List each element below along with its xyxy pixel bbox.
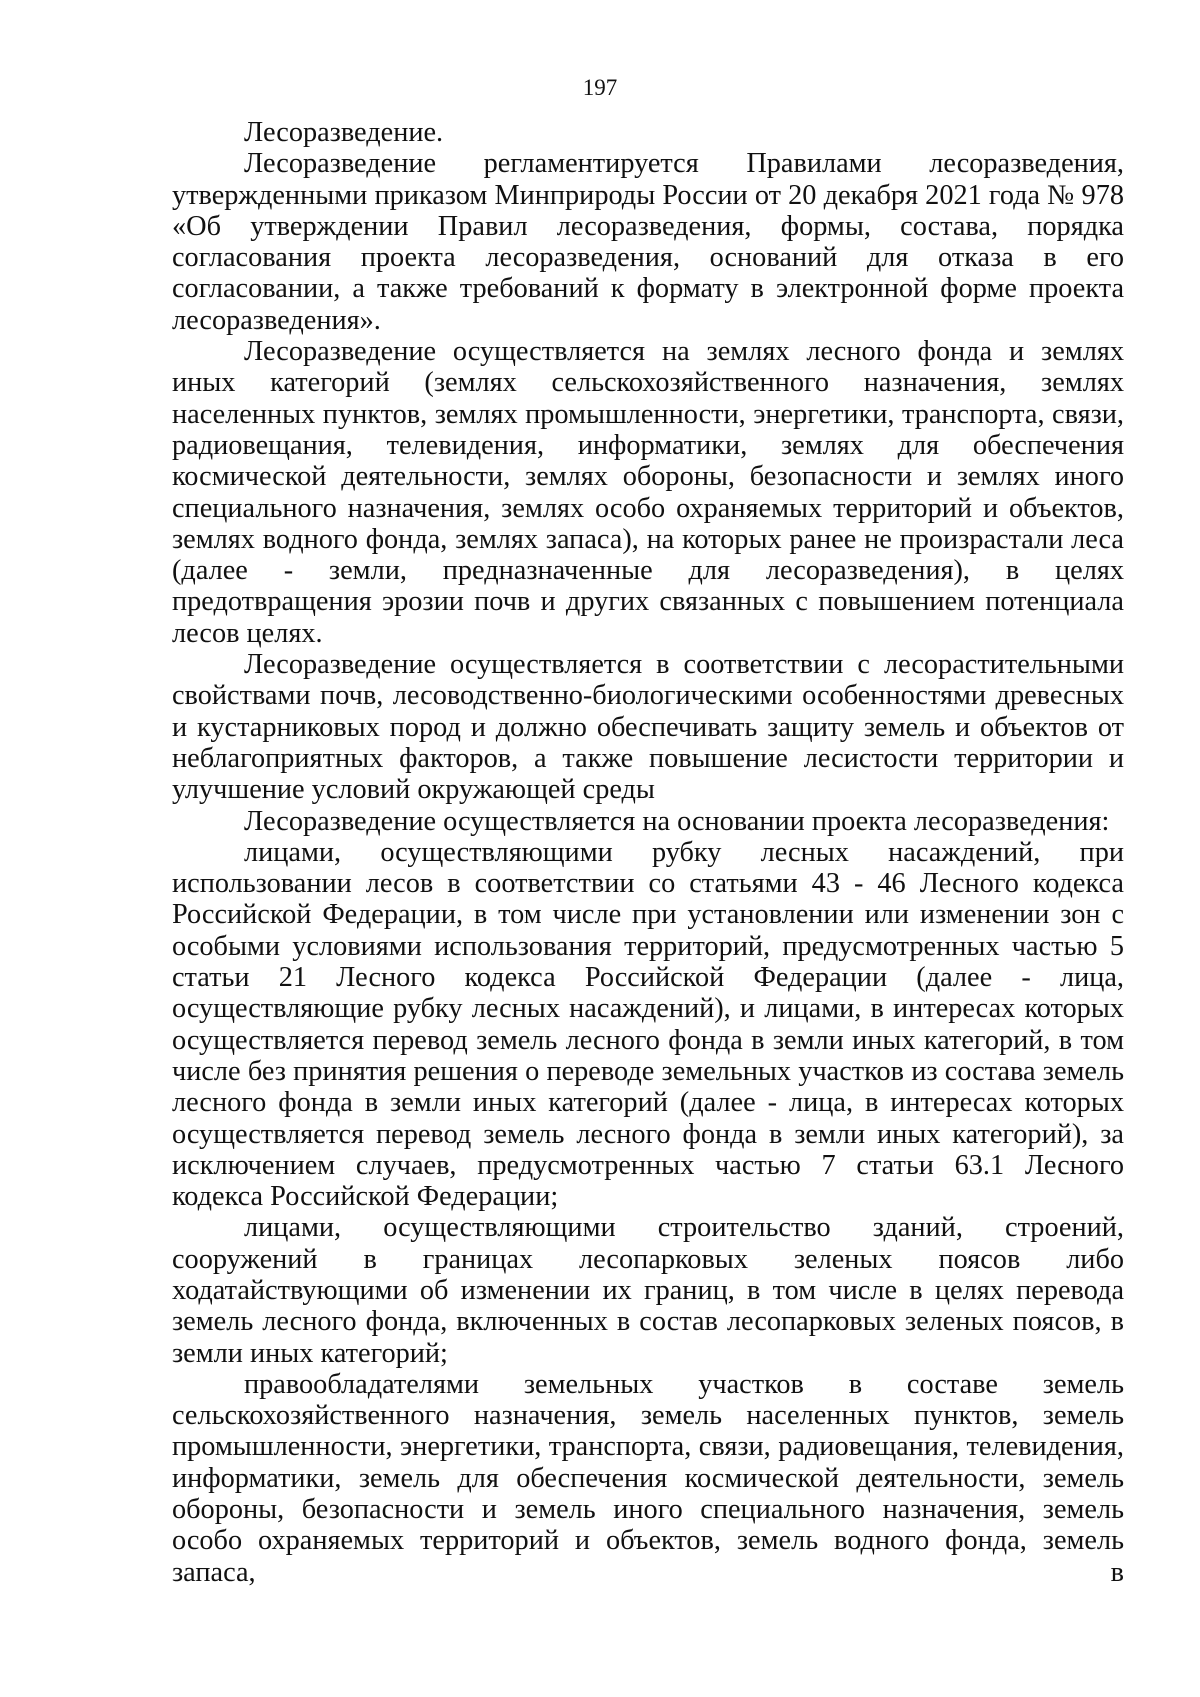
paragraph-project-basis: Лесоразведение осуществляется на основании проекта лесоразведения: — [244, 805, 1110, 837]
page-number: 197 — [582, 75, 618, 100]
section-heading: Лесоразведение. — [244, 117, 444, 148]
list-item-construction-persons: лицами, осуществляющими строительство зданий, строений, сооружений в границах лесопарковых зеленых поясов либо ходатайствующими об изменении их границ, в том числе в целях перевода земель лесного фонда, включенных в состав лесопарковых зеленых поясов, в земли иных категорий; — [172, 1212, 1124, 1369]
paragraph-regulation: Лесоразведение регламентируется Правилами лесоразведения, утвержденными приказом Минприроды России от 20 декабря 2021 года № 978 «Об утверждении Правил лесоразведения, формы, состава, порядка согласования проекта лесоразведения, оснований для отказа в его согласовании, а также требований к формату в электронной форме проекта лесоразведения». — [172, 148, 1124, 336]
paragraph-requirements: Лесоразведение осуществляется в соответствии с лесорастительными свойствами почв, лесоводственно-биологическими особенностями древесных и кустарниковых пород и должно обеспечивать защиту земель и объектов от неблагоприятных факторов, а также повышение лесистости территории и улучшение условий окружающей среды — [172, 649, 1124, 806]
list-item-land-owners: правообладателями земельных участков в составе земель сельскохозяйственного назначения, земель населенных пунктов, земель промышленности, энергетики, транспорта, связи, радиовещания, телевидения, информатики, земель для обеспечения космической деятельности, земель обороны, безопасности и земель иного специального назначения, земель особо охраняемых территорий и объектов, земель водного фонда, земель запаса, в — [172, 1368, 1124, 1588]
list-item-logging-persons: лицами, осуществляющими рубку лесных насаждений, при использовании лесов в соответствии со статьями 43 - 46 Лесного кодекса Российской Федерации, в том числе при установлении или изменении зон с особыми условиями использования территорий, предусмотренных частью 5 статьи 21 Лесного кодекса Российской Федерации (далее - лица, осуществляющие рубку лесных насаждений), и лицами, в интересах которых осуществляется перевод земель лесного фонда в земли иных категорий, в том числе без принятия решения о переводе земельных участков из состава земель лесного фонда в земли иных категорий (далее - лица, в интересах которых осуществляется перевод земель лесного фонда в земли иных категорий), за исключением случаев, предусмотренных частью 7 статьи 63.1 Лесного кодекса Российской Федерации; — [172, 836, 1124, 1213]
document-body — [172, 117, 1124, 1588]
paragraph-lands: Лесоразведение осуществляется на землях лесного фонда и землях иных категорий (землях сельскохозяйственного назначения, землях населенных пунктов, землях промышленности, энергетики, транспорта, связи, радиовещания, телевидения, информатики, землях для обеспечения космической деятельности, землях обороны, безопасности и землях иного специального назначения, землях особо охраняемых территорий и объектов, землях водного фонда, землях запаса), на которых ранее не произрастали леса (далее - земли, предназначенные для лесоразведения), в целях предотвращения эрозии почв и других связанных с повышением потенциала лесов целях. — [172, 336, 1124, 649]
